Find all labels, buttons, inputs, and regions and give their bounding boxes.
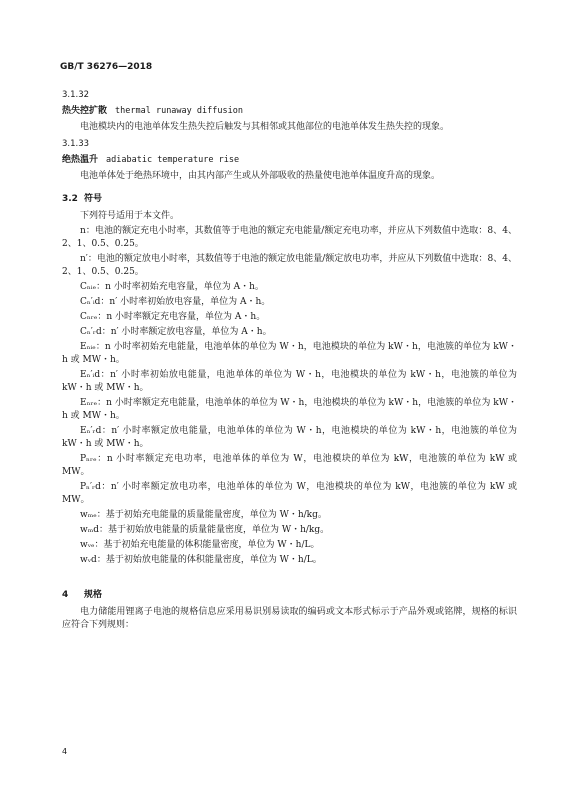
symbol-item: n：电池的额定充电小时率，其数值等于电池的额定充电能量/额定充电功率，并应从下列数值中选取：8、4、2、1、0.5、0.25。 [62,226,517,249]
symbol-item: Cₙᵣₑ：n 小时率额定充电容量，单位为 A・h。 [80,312,266,322]
symbol-item: n′：电池的额定放电小时率，其数值等于电池的额定放电能量/额定放电功率，并应从下列数值中选取：8、4、2、1、0.5、0.25。 [62,254,517,277]
symbol-item: wₘₑ：基于初始充电能量的质量能量密度，单位为 W・h/kg。 [80,510,327,520]
symbol-item: Pₙᵣₑ：n 小时率额定充电功率，电池单体的单位为 W，电池模块的单位为 kW，电池簇的单位为 kW 或 MW。 [62,454,517,477]
page-content [62,85,517,632]
entry-number: 3.1.32 [62,90,90,100]
symbol-item: Eₙᵣₑ：n 小时率额定充电能量，电池单体的单位为 W・h，电池模块的单位为 kW・h，电池簇的单位为 kW・h 或 MW・h。 [62,398,517,421]
symbol-item: Eₙᵢₑ：n 小时率初始充电能量，电池单体的单位为 W・h，电池模块的单位为 kW・h，电池簇的单位为 kW・h 或 MW・h。 [62,342,517,365]
page-number: 4 [62,747,68,756]
section-heading [62,193,517,206]
entry-number: 3.1.33 [62,139,90,149]
spacer [62,567,517,579]
term-en: thermal runaway diffusion [115,106,243,116]
section-body: 电力储能用锂离子电池的规格信息应采用易识别易读取的编码或文本形式标示于产品外观或铭牌，规格的标识应符合下列规则： [62,607,517,630]
symbol-item: Cₙᵢₑ：n 小时率初始充电容量，单位为 A・h。 [80,282,264,292]
section-heading [62,589,517,602]
term-heading [62,105,517,118]
symbol-item: wᵥₑ：基于初始充电能量的体积能量密度，单位为 W・h/L。 [80,540,320,550]
term-en: adiabatic temperature rise [106,155,240,165]
symbol-item: wᵥd：基于初始放电能量的体积能量密度，单位为 W・h/L。 [80,555,322,565]
symbol-item: Eₙ′ᵢd：n′ 小时率初始放电能量，电池单体的单位为 W・h，电池模块的单位为 kW・h，电池簇的单位为 kW・h 或 MW・h。 [62,370,517,393]
symbol-item: Cₙ′ᵣd：n′ 小时率额定放电容量，单位为 A・h。 [80,327,272,337]
section-intro: 下列符号适用于本文件。 [80,211,180,221]
symbol-item: Pₙ′ᵣd：n′ 小时率额定放电功率，电池单体的单位为 W，电池模块的单位为 kW，电池簇的单位为 kW 或 MW。 [62,482,517,505]
section-title: 符号 [84,194,103,204]
symbol-item: Eₙ′ᵣd：n′ 小时率额定放电能量，电池单体的单位为 W・h，电池模块的单位为 kW・h，电池簇的单位为 kW・h 或 MW・h。 [62,426,517,449]
section-number: 3.2 [62,194,78,204]
term-heading [62,154,517,167]
section-title: 规格 [84,590,103,600]
term-zh: 绝热温升 [62,155,99,165]
section-number: 4 [62,590,69,600]
term-definition: 电池单体处于绝热环境中，由其内部产生或从外部吸收的热量使电池单体温度升高的现象。 [80,171,441,181]
symbol-item: Cₙ′ᵢd：n′ 小时率初始放电容量，单位为 A・h。 [80,297,271,307]
symbol-item: wₘd：基于初始放电能量的质量能量密度，单位为 W・h/kg。 [80,525,330,535]
term-definition: 电池模块内的电池单体发生热失控后触发与其相邻或其他部位的电池单体发生热失控的现象。 [80,122,450,132]
standard-id: GB/T 36276—2018 [60,62,153,72]
term-zh: 热失控扩散 [62,106,108,116]
